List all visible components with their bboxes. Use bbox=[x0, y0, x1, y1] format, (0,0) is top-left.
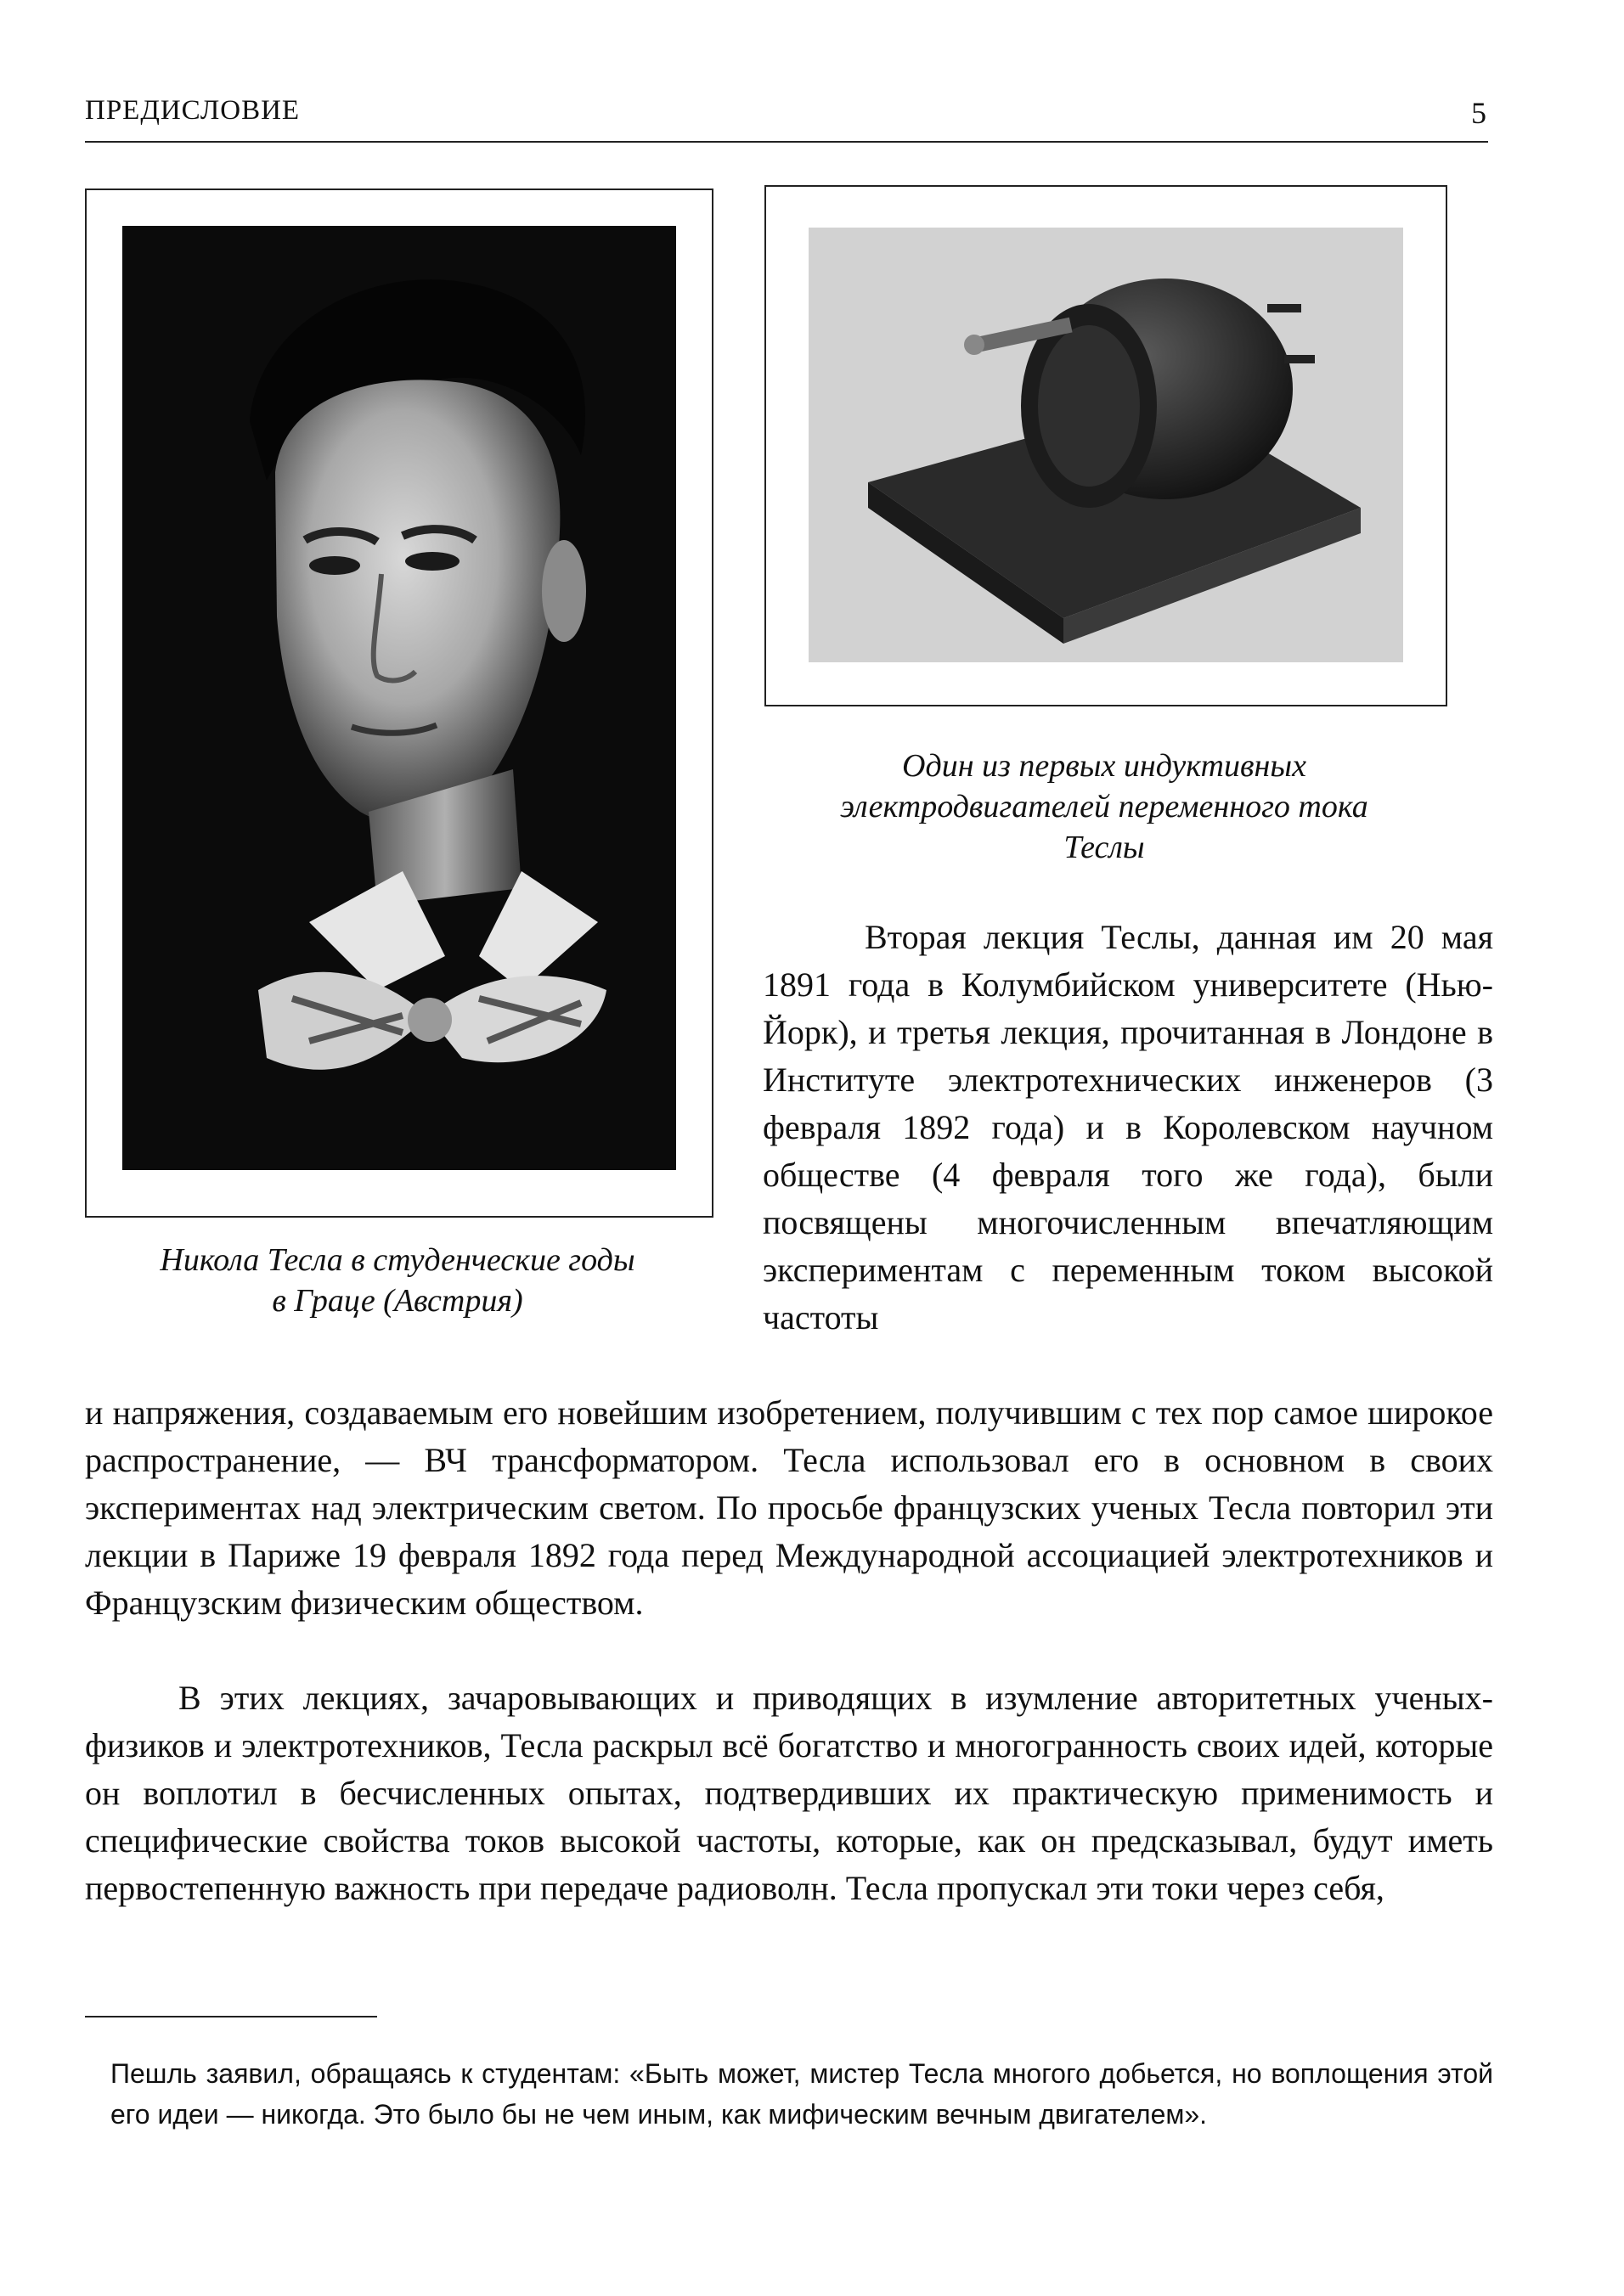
motor-figure-frame bbox=[764, 185, 1447, 706]
tesla-portrait-photo bbox=[122, 226, 676, 1170]
page-number: 5 bbox=[1471, 96, 1486, 130]
portrait-caption-line-2: в Граце (Австрия) bbox=[272, 1283, 523, 1319]
portrait-caption-line-1: Никола Тесла в студенческие годы bbox=[160, 1242, 635, 1278]
running-title: ПРЕДИСЛОВИЕ bbox=[85, 95, 301, 126]
footnote-rule bbox=[85, 2016, 377, 2017]
header-rule bbox=[85, 141, 1488, 143]
portrait-caption bbox=[85, 1240, 710, 1321]
motor-caption bbox=[764, 746, 1444, 868]
paragraph-1-narrow: Вторая лекция Теслы, данная им 20 мая 1891 года в Колумбийском университете (Нью-Йорк), и третья лекция, прочитанная в Лондоне в Институте электротехнических инженеров (3 февраля 1892 года) и в Королевском научном обществе (4 февраля того же года), были посвящены многочисленным впечатляющим экспериментам с переменным током высокой частоты bbox=[763, 918, 1493, 1337]
motor-caption-line-1: Один из первых индуктивных bbox=[902, 748, 1306, 784]
footnote: Пешль заявил, обращаясь к студентам: «Быть может, мистер Тесла многого добьется, но воплощения этой его идеи — никогда. Это было бы не чем иным, как мифическим вечным двигателем». bbox=[110, 2058, 1493, 2130]
induction-motor-photo bbox=[809, 228, 1403, 662]
paragraph-1-continued: и напряжения, создаваемым его новейшим изобретением, получившим с тех пор самое широкое распространение, — ВЧ трансформатором. Тесла использовал его в основном в своих экспериментах над электрическим светом. По просьбе французских ученых Тесла повторил эти лекции в Париже 19 февраля 1892 года перед Международной ассоциацией электротехников и Французским физическим обществом. bbox=[85, 1393, 1493, 1622]
paragraph-2: В этих лекциях, зачаровывающих и приводящих в изумление авторитетных ученых-физиков и электротехников, Тесла раскрыл всё богатство и многогранность своих идей, которые он воплотил в бесчисленных опытах, подтвердивших их практическую применимость и специфические свойства токов высокой частоты, которые, как он предсказывал, будут иметь первостепенную важность при передаче радиоволн. Тесла пропускал эти токи через себя, bbox=[85, 1679, 1493, 1907]
motor-caption-line-2: электродвигателей переменного тока bbox=[840, 789, 1368, 824]
motor-caption-line-3: Теслы bbox=[1063, 830, 1145, 865]
portrait-figure-frame bbox=[85, 189, 713, 1218]
